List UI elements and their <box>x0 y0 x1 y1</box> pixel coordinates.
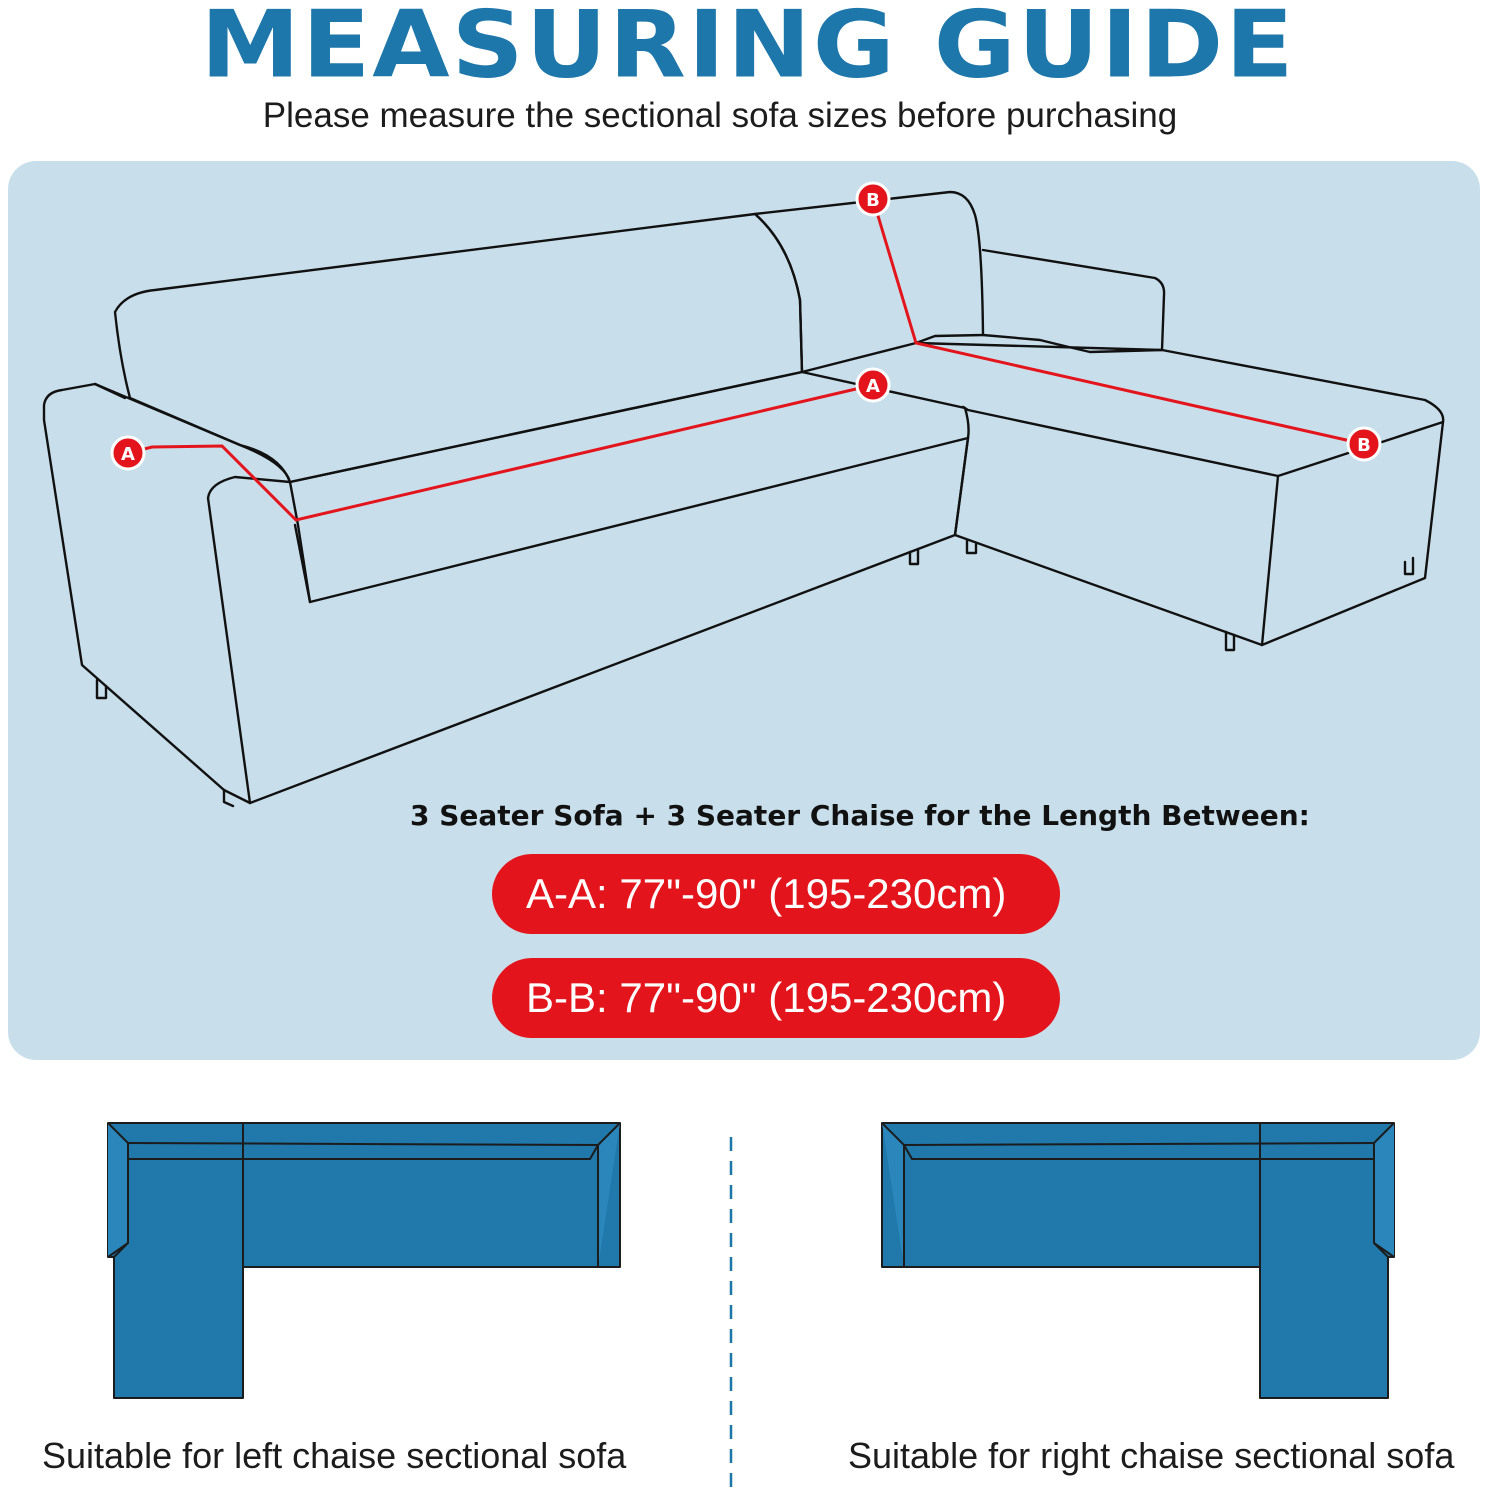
marker-a-right <box>857 369 889 401</box>
marker-a-left <box>112 437 144 469</box>
dimension-title: 3 Seater Sofa + 3 Seater Chaise for the Length Between: <box>410 799 1310 832</box>
sofa-chaise-back-arm <box>983 250 1164 352</box>
left-chaise-caption: Suitable for left chaise sectional sofa <box>42 1435 627 1476</box>
page-subtitle: Please measure the sectional sofa sizes before purchasing <box>262 96 1178 135</box>
svg-text:B: B <box>1357 435 1371 456</box>
page-title: MEASURING GUIDE <box>200 0 1296 99</box>
svg-text:A: A <box>121 444 135 465</box>
left-chaise-sofa-icon <box>108 1123 620 1398</box>
right-chaise-caption: Suitable for right chaise sectional sofa <box>848 1435 1455 1476</box>
svg-text:B: B <box>866 190 880 211</box>
measure-line-a <box>128 385 873 520</box>
right-chaise-sofa-icon <box>882 1123 1394 1398</box>
dimension-badge-a-a: A-A: 77"-90" (195-230cm) <box>492 854 1060 934</box>
measure-line-b <box>873 199 1364 444</box>
marker-b-right <box>1348 428 1380 460</box>
sofa-back-cushion <box>115 214 802 482</box>
svg-text:A: A <box>866 376 880 397</box>
dimension-badge-b-b: B-B: 77"-90" (195-230cm) <box>492 958 1060 1038</box>
marker-b-top <box>857 183 889 215</box>
